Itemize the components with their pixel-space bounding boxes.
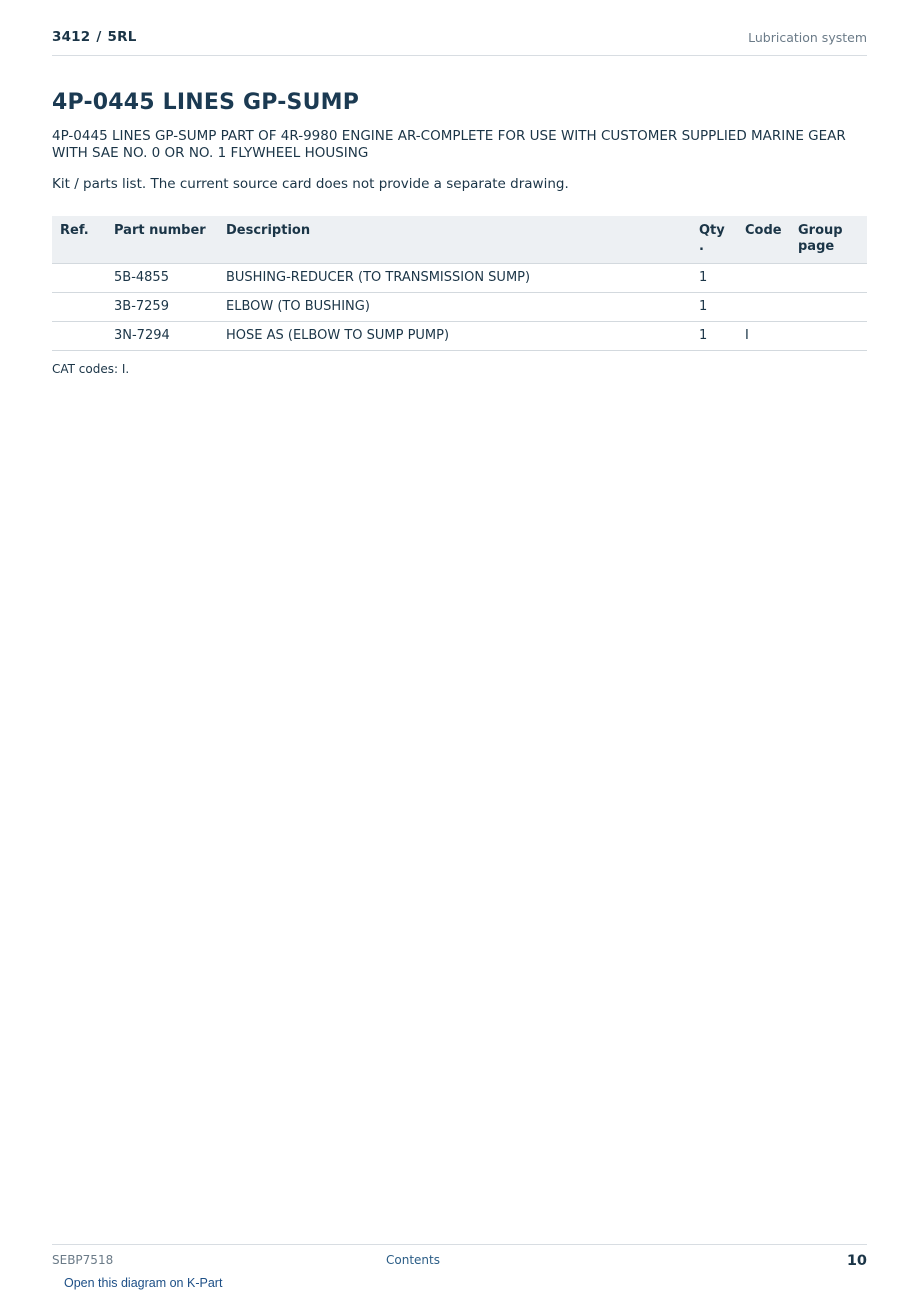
cell-code: [737, 293, 790, 322]
section-name: Lubrication system: [748, 30, 867, 45]
cell-code: I: [737, 322, 790, 351]
table-row: [52, 293, 867, 322]
table-row: [52, 322, 867, 351]
page-footer: [52, 1244, 867, 1275]
contents-link[interactable]: Contents: [386, 1253, 440, 1267]
model-breadcrumb: [52, 29, 137, 45]
cell-description: BUSHING-REDUCER (TO TRANSMISSION SUMP): [218, 264, 691, 293]
page-number: 10: [846, 1253, 867, 1269]
cell-code: [737, 264, 790, 293]
cell-group-page: [790, 293, 867, 322]
cell-part-number: 3B-7259: [106, 293, 218, 322]
drawing-note: Kit / parts list. The current source card does not provide a separate drawing.: [52, 176, 569, 192]
document-id: SEBP7518: [52, 1253, 114, 1267]
column-header-group-page: Group page: [790, 216, 867, 264]
cell-group-page: [790, 264, 867, 293]
column-header-ref: Ref.: [52, 216, 106, 264]
column-header-qty: Qty .: [691, 216, 737, 264]
cell-qty: 1: [691, 293, 737, 322]
open-kpart-link[interactable]: Open this diagram on K-Part: [64, 1276, 223, 1290]
serial-prefix: 5RL: [107, 29, 137, 45]
cell-qty: 1: [691, 322, 737, 351]
page-header: [52, 28, 867, 56]
column-header-code: Code: [737, 216, 790, 264]
parts-table: [52, 216, 867, 351]
cell-part-number: 3N-7294: [106, 322, 218, 351]
cell-qty: 1: [691, 264, 737, 293]
group-description: 4P-0445 LINES GP-SUMP PART OF 4R-9980 ENGINE AR-COMPLETE FOR USE WITH CUSTOMER SUPPLIED MARINE GEAR WITH SAE NO. 0 OR NO. 1 FLYWHEEL HOUSING: [52, 128, 846, 161]
column-header-description: Description: [218, 216, 691, 264]
breadcrumb-separator: /: [96, 29, 102, 45]
cell-ref: [52, 293, 106, 322]
cell-group-page: [790, 322, 867, 351]
table-row: [52, 264, 867, 293]
cell-description: ELBOW (TO BUSHING): [218, 293, 691, 322]
cell-ref: [52, 322, 106, 351]
cell-description: HOSE AS (ELBOW TO SUMP PUMP): [218, 322, 691, 351]
document-page: [52, 0, 867, 1300]
cat-codes-note: CAT codes: I.: [52, 362, 130, 376]
cell-ref: [52, 264, 106, 293]
cell-part-number: 5B-4855: [106, 264, 218, 293]
table-header-row: [52, 216, 867, 264]
page-title: 4P-0445 LINES GP-SUMP: [52, 90, 360, 115]
model-number: 3412: [52, 29, 91, 45]
column-header-part-number: Part number: [106, 216, 218, 264]
